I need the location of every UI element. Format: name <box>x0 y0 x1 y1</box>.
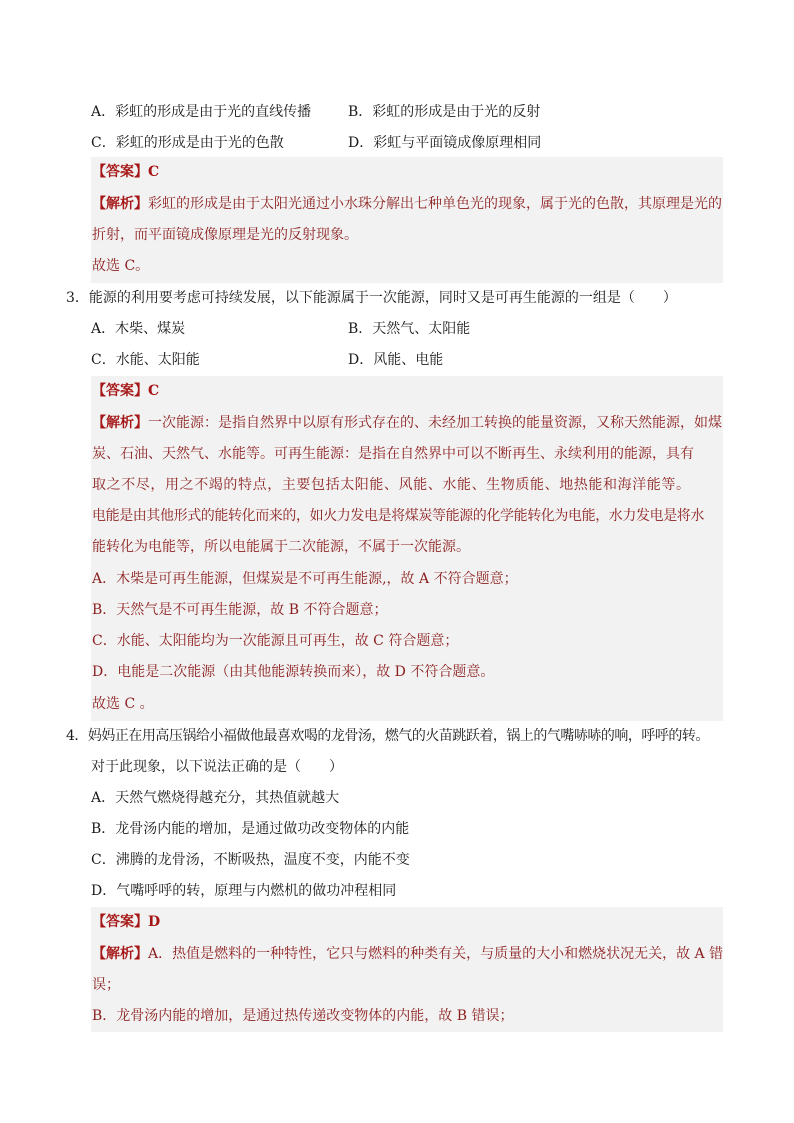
analysis-tag: 【解析】 <box>92 196 148 212</box>
q3-analysis-option-a: A．木柴是可再生能源，但煤炭是不可再生能源,，故 A 不符合题意； <box>92 571 518 587</box>
q2-answer-line <box>91 157 159 188</box>
q4-option-c: C．沸腾的龙骨汤，不断吸热，温度不变，内能不变 <box>91 852 410 868</box>
q4-answer-line <box>91 907 160 938</box>
q3-analysis-line-5: 能转化为电能等，所以电能属于二次能源，不属于一次能源。 <box>92 539 470 555</box>
analysis-text: A．热值是燃料的一种特性，它只与燃料的种类有关，与质量的大小和燃烧状况无关，故 A 错 <box>148 946 724 962</box>
analysis-tag: 【解析】 <box>92 946 148 962</box>
q3-option-c: C．水能、太阳能 <box>91 352 200 368</box>
q2-analysis-line-2: 折射，而平面镜成像原理是光的反射现象。 <box>92 227 358 243</box>
q4-option-a: A．天然气燃烧得越充分，其热值就越大 <box>91 790 340 806</box>
q3-answer-box <box>91 376 723 721</box>
q3-option-a: A．木柴、煤炭 <box>91 321 186 337</box>
q3-answer-line <box>91 376 159 407</box>
q4-option-b: B．龙骨汤内能的增加，是通过做功改变物体的内能 <box>91 821 410 837</box>
q2-answer-box <box>91 157 723 283</box>
q3-analysis-line-1 <box>91 408 722 439</box>
q3-analysis-line-4: 电能是由其他形式的能转化而来的，如火力发电是将煤炭等能源的化学能转化为电能，水力发电是将水 <box>92 508 704 524</box>
q2-option-d: D．彩虹与平面镜成像原理相同 <box>348 135 542 151</box>
q3-conclusion: 故选 C 。 <box>92 696 154 712</box>
q3-option-b: B．天然气、太阳能 <box>348 321 471 337</box>
q4-analysis-option-b: B．龙骨汤内能的增加，是通过热传递改变物体的内能，故 B 错误； <box>92 1008 514 1024</box>
analysis-tag: 【解析】 <box>92 415 148 431</box>
q3-analysis-option-d: D．电能是二次能源（由其他能源转换而来），故 D 不符合题意。 <box>92 664 495 680</box>
q3-question: 3．能源的利用要考虑可持续发展，以下能源属于一次能源，同时又是可再生能源的一组是（ ） <box>66 290 677 306</box>
q3-analysis-option-b: B．天然气是不可再生能源，故 B 不符合题意； <box>92 602 388 618</box>
q4-option-d: D．气嘴呼呼的转，原理与内燃机的做功冲程相同 <box>91 883 397 899</box>
q2-option-b: B．彩虹的形成是由于光的反射 <box>348 104 541 120</box>
q2-option-c: C．彩虹的形成是由于光的色散 <box>91 135 284 151</box>
q2-analysis-line-1 <box>91 189 722 220</box>
analysis-text: 一次能源：是指自然界中以原有形式存在的、未经加工转换的能量资源，又称天然能源，如煤 <box>148 415 722 431</box>
q2-option-a: A．彩虹的形成是由于光的直线传播 <box>91 104 312 120</box>
answer-value: D <box>148 914 161 930</box>
q2-conclusion: 故选 C。 <box>92 258 150 274</box>
answer-value: C <box>148 164 160 180</box>
q4-analysis-line-2: 误； <box>92 977 120 993</box>
answer-tag: 【答案】 <box>92 164 148 180</box>
q4-answer-box <box>91 907 723 1032</box>
q4-analysis-line-1 <box>91 939 723 970</box>
q3-analysis-line-3: 取之不尽，用之不竭的特点，主要包括太阳能、风能、水能、生物质能、地热能和海洋能等。 <box>92 477 691 493</box>
q3-analysis-option-c: C．水能、太阳能均为一次能源且可再生，故 C 符合题意； <box>92 633 459 649</box>
analysis-text: 彩虹的形成是由于太阳光通过小水珠分解出七种单色光的现象，属于光的色散，其原理是光的 <box>148 196 722 212</box>
answer-tag: 【答案】 <box>92 383 148 399</box>
q3-analysis-line-2: 炭、石油、天然气、水能等。可再生能源：是指在自然界中可以不断再生、永续利用的能源，具有 <box>92 446 694 462</box>
q4-question-line-1: 4．妈妈正在用高压锅给小福做他最喜欢喝的龙骨汤，燃气的火苗跳跃着，锅上的气嘴哧哧的响，呼呼的转。 <box>66 728 709 744</box>
q3-option-d: D．风能、电能 <box>348 352 444 368</box>
answer-tag: 【答案】 <box>92 914 148 930</box>
q4-question-line-2: 对于此现象，以下说法正确的是（ ） <box>91 759 343 775</box>
answer-value: C <box>148 383 160 399</box>
